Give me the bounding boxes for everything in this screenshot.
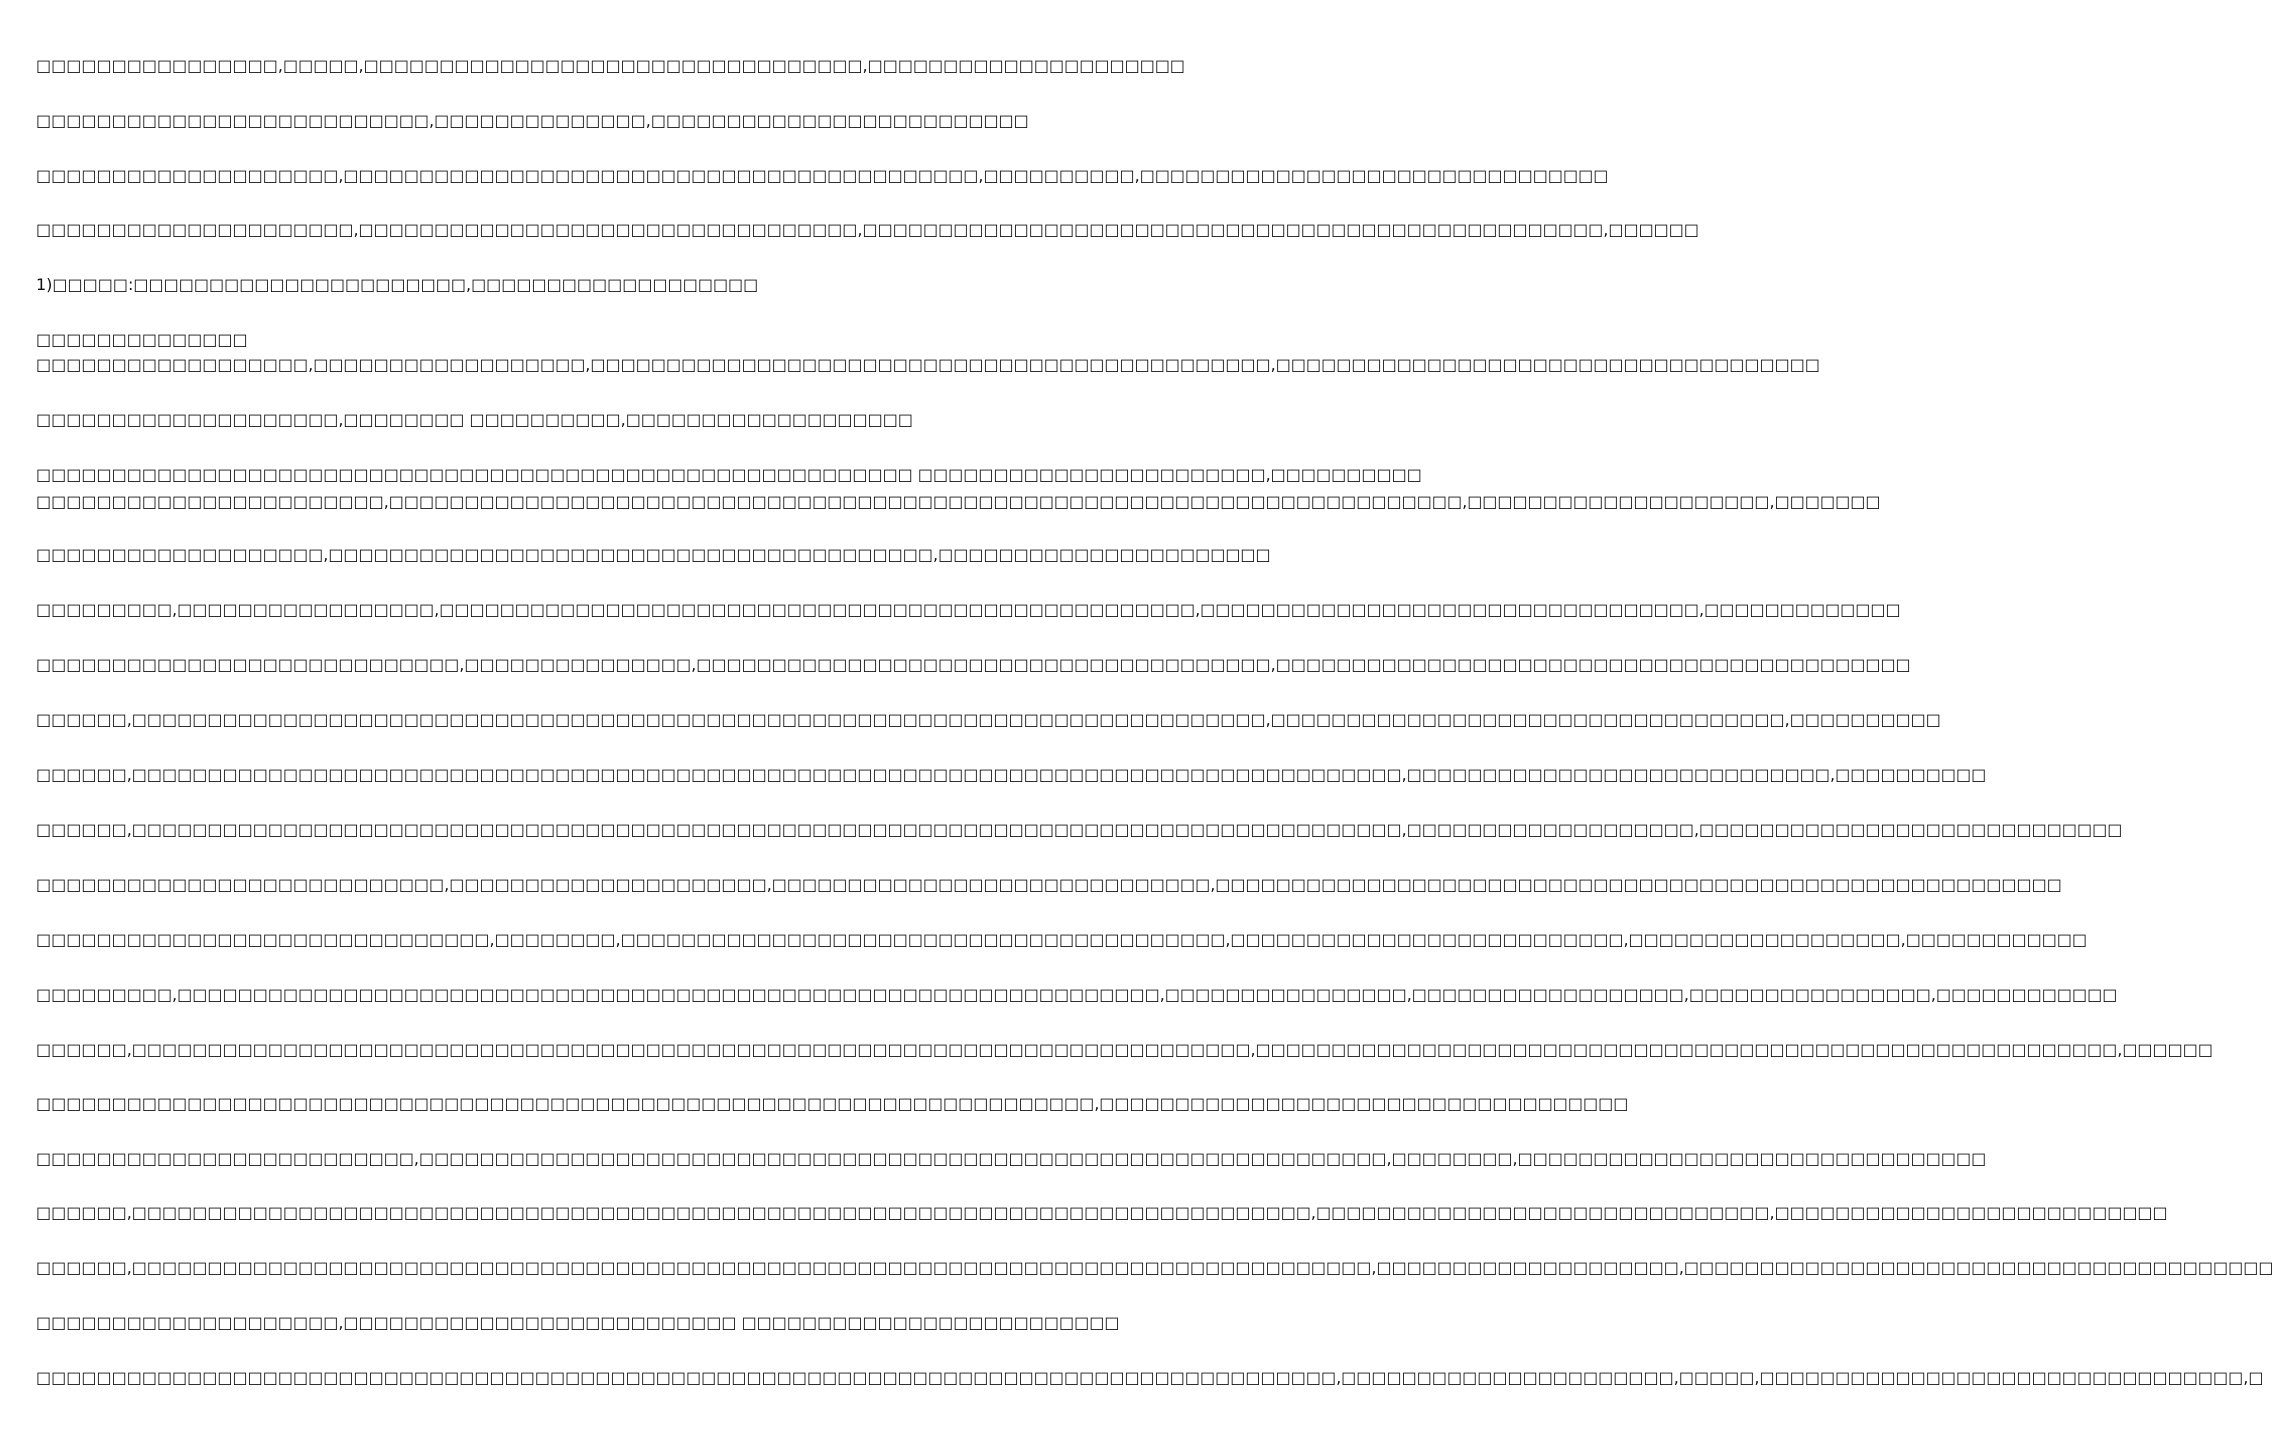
text-line: □□□□□□,□□□□□□□□□□□□□□□□□□□□□□□□□□□□□□□□□□□□□□□□□□□□□□□□□□□□□□□□□□□□□□□□□□□□□□□□□□□□□□□□□□,□□□□□□□□□□□□□□□□□□□□,□□□□□□□□□□□□□□□□□□□□□□□□□□□□□□□□□□□□□□□: [36, 1258, 2273, 1277]
text-line: □□□□□□□□□□□□□□□□□□,□□□□□□□□□□□□□□□□□□,□□□□□□□□□□□□□□□□□□□□□□□□□□□□□□□□□□□□□□□□□□□□□,□□□□□□□□□□□□□□□□□□□□□□□□□□□□□□□□□□□□: [36, 355, 1820, 374]
text-line: □□□□□□□□□□□□□□□□□□□□□□□□□□□□□□□□□□□□□□□□□□□□□□□□□□□□□□□□□□□□□□□□□□□□□□□□□□□□□□□□□□□□□□,□□□□□□□□□□□□□□□□□□□□□□,□□□□□,□□□□□□□□□□□□□□□□□□□□□□□□□□□□□□□□,□: [36, 1368, 2264, 1387]
text-line: □□□□□□,□□□□□□□□□□□□□□□□□□□□□□□□□□□□□□□□□□□□□□□□□□□□□□□□□□□□□□□□□□□□□□□□□□□□□□□□□□□,□□□□□□□□□□□□□□□□□□□□□□□□□□□□□□□□□□,□□□□□□□□□□: [36, 710, 1941, 729]
text-line: □□□□□□□□□□□□□□□□,□□□□□,□□□□□□□□□□□□□□□□□□□□□□□□□□□□□□□□□,□□□□□□□□□□□□□□□□□□□□□: [36, 56, 1186, 75]
text-line: □□□□□□□□□□□□□□: [36, 330, 248, 349]
text-line: □□□□□□□□□□□□□□□□□□□□□,□□□□□□□□□□□□□□□□□□□□□□□□□□□□□□□□□,□□□□□□□□□□□□□□□□□□□□□□□□□□□□□□□□□□□□□□□□□□□□□□□□□,□□□□□□: [36, 220, 1700, 239]
text-line: □□□□□□,□□□□□□□□□□□□□□□□□□□□□□□□□□□□□□□□□□□□□□□□□□□□□□□□□□□□□□□□□□□□□□□□□□□□□□□□□□□□□□□□□□□□,□□□□□□□□□□□□□□□□□□□,□□□□□□□□□□□□□□□□□□□□□□□□□□□□: [36, 820, 2123, 839]
text-line: □□□□□□□□□□□□□□□□□□□□,□□□□□□□□ □□□□□□□□□□,□□□□□□□□□□□□□□□□□□□: [36, 410, 913, 429]
text-line: □□□□□□,□□□□□□□□□□□□□□□□□□□□□□□□□□□□□□□□□□□□□□□□□□□□□□□□□□□□□□□□□□□□□□□□□□□□□□□□□□□□□□□□□□□□,□□□□□□□□□□□□□□□□□□□□□□□□□□□□,□□□□□□□□□□: [36, 765, 1987, 784]
text-line: □□□□□□□□□,□□□□□□□□□□□□□□□□□,□□□□□□□□□□□□□□□□□□□□□□□□□□□□□□□□□□□□□□□□□□□□□□□□□□,□□□□□□□□□□□□□□□□□□□□□□□□□□□□□□□□□,□□□□□□□□□□□□□: [36, 600, 1901, 619]
text-line: □□□□□□□□□□□□□□□□□□□,□□□□□□□□□□□□□□□□□□□□□□□□□□□□□□□□□□□□□□□□,□□□□□□□□□□□□□□□□□□□□□□: [36, 545, 1271, 564]
text-line: □□□□□□□□□□□□□□□□□□□□,□□□□□□□□□□□□□□□□□□□□□□□□□□ □□□□□□□□□□□□□□□□□□□□□□□□□: [36, 1313, 1120, 1332]
text-line: □□□□□□□□□□□□□□□□□□□□□□□□□□□□□□,□□□□□□□□,□□□□□□□□□□□□□□□□□□□□□□□□□□□□□□□□□□□□□□□□,□□□□□□□□□□□□□□□□□□□□□□□□□□,□□□□□□□□□□□□□□□□□□,□□□□□□□□□□□□: [36, 930, 2088, 949]
text-line: □□□□□□,□□□□□□□□□□□□□□□□□□□□□□□□□□□□□□□□□□□□□□□□□□□□□□□□□□□□□□□□□□□□□□□□□□□□□□□□□□□□□□,□□□□□□□□□□□□□□□□□□□□□□□□□□□□□□,□□□□□□□□□□□□□□□□□□□□□□□□□□: [36, 1203, 2168, 1222]
text-line: □□□□□□□□□□□□□□□□□□□□□□□□□□□□□□□□□□□□□□□□□□□□□□□□□□□□□□□□□□□□□□□□□□□□□□,□□□□□□□□□□□□□□□□□□□□□□□□□□□□□□□□□□□: [36, 1094, 1629, 1113]
text-line: 1)□□□□□:□□□□□□□□□□□□□□□□□□□□□□,□□□□□□□□□□□□□□□□□□□: [36, 275, 759, 294]
text-line: □□□□□□□□□□□□□□□□□□□□□□□□□□,□□□□□□□□□□□□□□,□□□□□□□□□□□□□□□□□□□□□□□□□: [36, 111, 1029, 130]
text-line: □□□□□□□□□□□□□□□□□□□□□□□□□,□□□□□□□□□□□□□□□□□□□□□□□□□□□□□□□□□□□□□□□□□□□□□□□□□□□□□□□□□□□□□□□□,□□□□□□□□,□□□□□□□□□□□□□□□□□□□□□□□□□□□□□□□: [36, 1149, 1987, 1168]
text-line: □□□□□□,□□□□□□□□□□□□□□□□□□□□□□□□□□□□□□□□□□□□□□□□□□□□□□□□□□□□□□□□□□□□□□□□□□□□□□□□□□,□□□□□□□□□□□□□□□□□□□□□□□□□□□□□□□□□□□□□□□□□□□□□□□□□□□□□□□□□,□□□□□□: [36, 1040, 2214, 1059]
text-line: □□□□□□□□□,□□□□□□□□□□□□□□□□□□□□□□□□□□□□□□□□□□□□□□□□□□□□□□□□□□□□□□□□□□□□□□□□□,□□□□□□□□□□□□□□□□,□□□□□□□□□□□□□□□□□□,□□□□□□□□□□□□□□□□,□□□□□□□□□□□□: [36, 985, 2118, 1004]
text-line: □□□□□□□□□□□□□□□□□□□□□□□,□□□□□□□□□□□□□□□□□□□□□□□□□□□□□□□□□□□□□□□□□□□□□□□□□□□□□□□□□□□□□□□□□□□□□□□,□□□□□□□□□□□□□□□□□□□□,□□□□□□□: [36, 492, 1881, 511]
text-line: □□□□□□□□□□□□□□□□□□□□□□□□□□□□□□□□□□□□□□□□□□□□□□□□□□□□□□□□□□ □□□□□□□□□□□□□□□□□□□□□□□,□□□□□□□□□□: [36, 465, 1422, 484]
text-line: □□□□□□□□□□□□□□□□□□□□□□□□□□□□,□□□□□□□□□□□□□□□,□□□□□□□□□□□□□□□□□□□□□□□□□□□□□□□□□□□□□□,□□□□□□□□□□□□□□□□□□□□□□□□□□□□□□□□□□□□□□□□□□: [36, 655, 1911, 674]
text-line: □□□□□□□□□□□□□□□□□□□□,□□□□□□□□□□□□□□□□□□□□□□□□□□□□□□□□□□□□□□□□□□,□□□□□□□□□□,□□□□□□□□□□□□□□□□□□□□□□□□□□□□□□□: [36, 166, 1609, 185]
text-line: □□□□□□□□□□□□□□□□□□□□□□□□□□□,□□□□□□□□□□□□□□□□□□□□□,□□□□□□□□□□□□□□□□□□□□□□□□□□□□□,□□□□□□□□□□□□□□□□□□□□□□□□□□□□□□□□□□□□□□□□□□□□□□□□□□□□□□□□: [36, 875, 2062, 894]
